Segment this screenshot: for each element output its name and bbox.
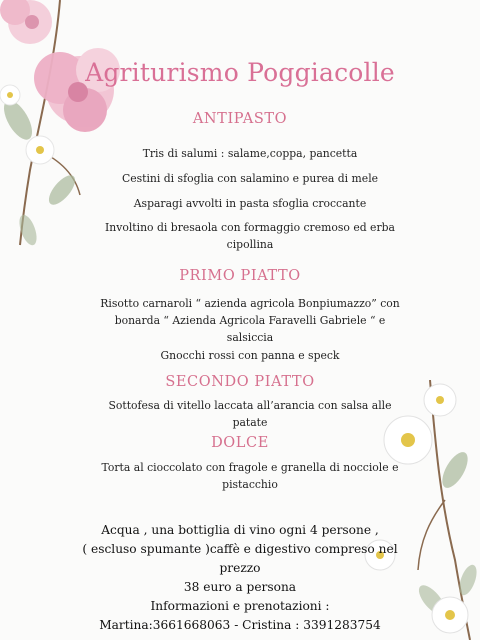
footer-info-label: Informazioni e prenotazioni : [150,599,330,613]
footer-price: 38 euro a persona [183,580,297,594]
menu-item: Torta al cioccolato con fragole e granella di nocciole e pistacchio [101,461,399,491]
footer-contacts: Martina:3661668063 - Cristina : 3391283754 [99,618,381,632]
menu-item: Sottofesa di vitello laccata all’arancia con salsa alle patate [108,399,392,429]
footer-line-drinks: Acqua , una bottiglia di vino ogni 4 persone , [101,523,379,537]
menu-item: Tris di salumi : salame,coppa, pancetta [142,147,358,160]
section-heading-dolce: DOLCE [211,435,269,451]
menu-item: Cestini di sfoglia con salamino e purea di mele [121,172,379,185]
section-heading-antipasto: ANTIPASTO [192,111,288,127]
menu-item: Asparagi avvolti in pasta sfoglia croccante [133,197,367,210]
footer-line-included: ( escluso spumante )caffè e digestivo compreso nel prezzo [82,542,398,575]
footer-info [70,521,410,635]
menu-item: Risotto carnaroli “ azienda agricola Bonpiumazzo” con bonarda “ Azienda Agricola Faravelli Gabriele “ e salsiccia [100,297,400,344]
menu-item: Gnocchi rossi con panna e speck [160,349,340,362]
restaurant-title: Agriturismo Poggiacolle [85,58,395,87]
section-heading-secondo: SECONDO PIATTO [165,374,315,390]
section-heading-primo: PRIMO PIATTO [179,268,301,284]
menu-item: Involtino di bresaola con formaggio cremoso ed erba cipollina [105,221,395,251]
